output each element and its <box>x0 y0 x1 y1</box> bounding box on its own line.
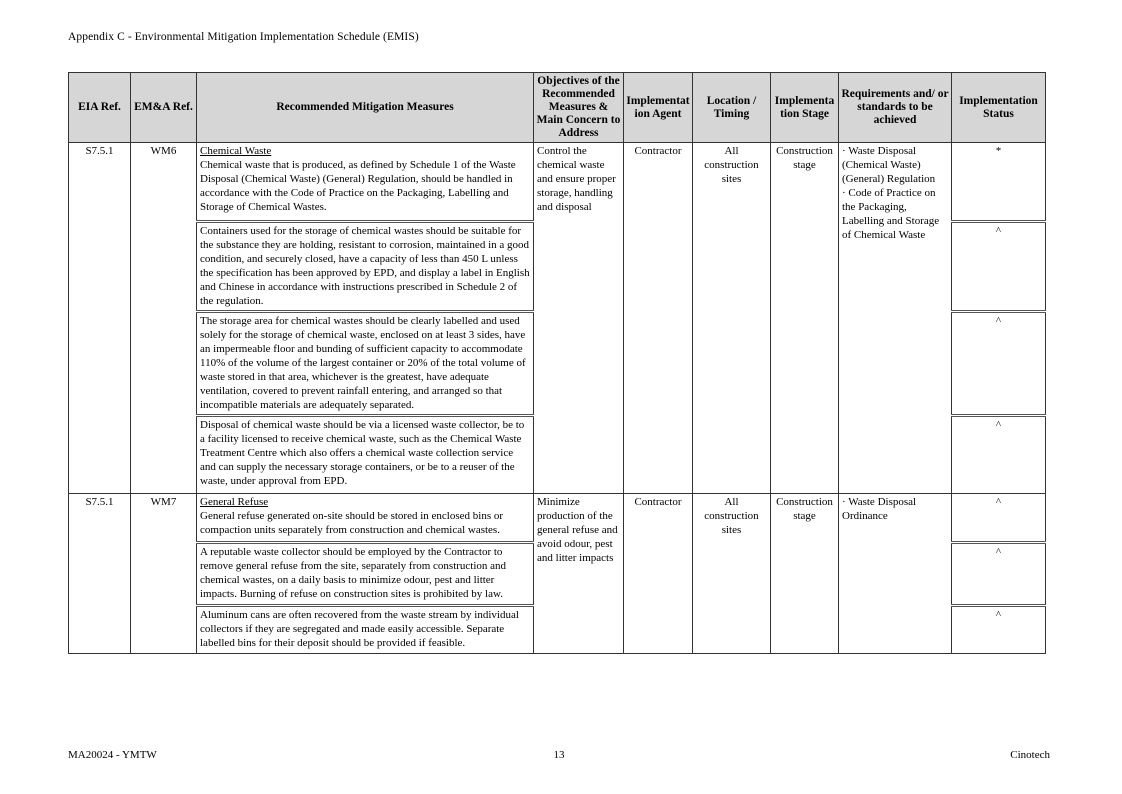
implementation-status-cell: ^ <box>952 416 1046 494</box>
measure-text: A reputable waste collector should be employed by the Contractor to remove general refuse from the site, separately from construction and chemical wastes, on a daily basis to minimize odour, pest and litter impacts. Burning of refuse on construction sites is prohibited by law. <box>200 546 507 600</box>
objectives-cell: Minimize production of the general refuse and avoid odour, pest and litter impacts <box>534 494 624 654</box>
table-body <box>69 143 1046 654</box>
eia-ref-cell: S7.5.1 <box>69 143 131 494</box>
ema-ref-cell: WM6 <box>131 143 197 494</box>
col-header-ema-ref: EM&A Ref. <box>131 73 197 143</box>
mitigation-row-group-start <box>69 143 1046 222</box>
objectives-cell: Control the chemical waste and ensure proper storage, handling and disposal <box>534 143 624 494</box>
measure-cell <box>197 494 534 543</box>
page-title: Appendix C - Environmental Mitigation Implementation Schedule (EMIS) <box>68 31 419 43</box>
requirement-item: · Code of Practice on the Packaging, Labelling and Storage of Chemical Waste <box>842 187 940 241</box>
requirement-item: · Waste Disposal (Chemical Waste) (General) Regulation <box>842 145 936 185</box>
measure-cell <box>197 543 534 606</box>
page-number: 13 <box>553 749 565 761</box>
footer-project-code: MA20024 - YMTW <box>68 749 157 761</box>
measure-text: General refuse generated on-site should be stored in enclosed bins or compaction units separately from construction and chemical wastes. <box>200 510 504 536</box>
measure-text: The storage area for chemical wastes should be clearly labelled and used solely for the storage of chemical waste, enclosed on at least 3 sides, have an impermeable floor and bunding of sufficient capacity to accommodate 110% of the volume of the largest container or 20% of the total volume of waste stored in that area, whichever is the greatest, have adequate ventilation, covered to prevent rainfall entering, and arranged so that incompatible materials are adequately separated. <box>200 315 526 411</box>
page-footer <box>68 749 1050 761</box>
col-header-mitigation-measures: Recommended Mitigation Measures <box>197 73 534 143</box>
requirement-item: · Waste Disposal Ordinance <box>842 496 917 522</box>
measure-cell <box>197 143 534 222</box>
implementation-stage-cell: Construction stage <box>771 143 839 494</box>
measure-cell <box>197 222 534 312</box>
measure-heading: Chemical Waste <box>200 145 272 157</box>
col-header-implementation-agent: Implementation Agent <box>624 73 693 143</box>
measure-text: Containers used for the storage of chemical wastes should be suitable for the substance they are holding, resistant to corrosion, maintained in a good condition, and securely closed, have a capacity of less than 450 L unless the specification has been approved by EPD, and display a label in English and Chinese in accordance with instructions prescribed in Schedule 2 of the regulation. <box>200 225 530 307</box>
col-header-implementation-status: Implementation Status <box>952 73 1046 143</box>
ema-ref-cell: WM7 <box>131 494 197 654</box>
footer-company-name: Cinotech <box>1010 749 1050 761</box>
col-header-requirements: Requirements and/ or standards to be achieved <box>839 73 952 143</box>
requirements-cell <box>839 143 952 494</box>
requirements-cell <box>839 494 952 654</box>
measure-text: Disposal of chemical waste should be via a licensed waste collector, be to a facility licensed to receive chemical waste, such as the Chemical Waste Treatment Centre which also offers a chemical waste collection service and can supply the necessary storage containers, or be to a reuser of the waste, under approval from EPD. <box>200 419 525 487</box>
eia-ref-cell: S7.5.1 <box>69 494 131 654</box>
measure-cell <box>197 606 534 654</box>
measure-cell <box>197 312 534 416</box>
implementation-status-cell: * <box>952 143 1046 222</box>
location-timing-cell: All construction sites <box>693 494 771 654</box>
mitigation-row-group-start <box>69 494 1046 543</box>
implementation-status-cell: ^ <box>952 222 1046 312</box>
implementation-status-cell: ^ <box>952 494 1046 543</box>
implementation-status-cell: ^ <box>952 606 1046 654</box>
implementation-agent-cell: Contractor <box>624 143 693 494</box>
measure-text: Chemical waste that is produced, as defined by Schedule 1 of the Waste Disposal (Chemical Waste) (General) Regulation, should be handled in accordance with the Code of Practice on the Packaging, Labelling and Storage of Chemical Wastes. <box>200 159 516 213</box>
col-header-location-timing: Location / Timing <box>693 73 771 143</box>
location-timing-cell: All construction sites <box>693 143 771 494</box>
measure-heading: General Refuse <box>200 496 269 508</box>
col-header-objectives: Objectives of the Recommended Measures & Main Concern to Address <box>534 73 624 143</box>
col-header-implementation-stage: Implementation Stage <box>771 73 839 143</box>
col-header-eia-ref: EIA Ref. <box>69 73 131 143</box>
measure-text: Aluminum cans are often recovered from the waste stream by individual collectors if they are segregated and made easily accessible. Separate labelled bins for their deposit should be provided if feasible. <box>200 609 519 649</box>
implementation-stage-cell: Construction stage <box>771 494 839 654</box>
implementation-agent-cell: Contractor <box>624 494 693 654</box>
emis-table <box>68 72 1046 654</box>
measure-cell <box>197 416 534 494</box>
implementation-status-cell: ^ <box>952 312 1046 416</box>
table-header-row <box>69 73 1046 143</box>
implementation-status-cell: ^ <box>952 543 1046 606</box>
